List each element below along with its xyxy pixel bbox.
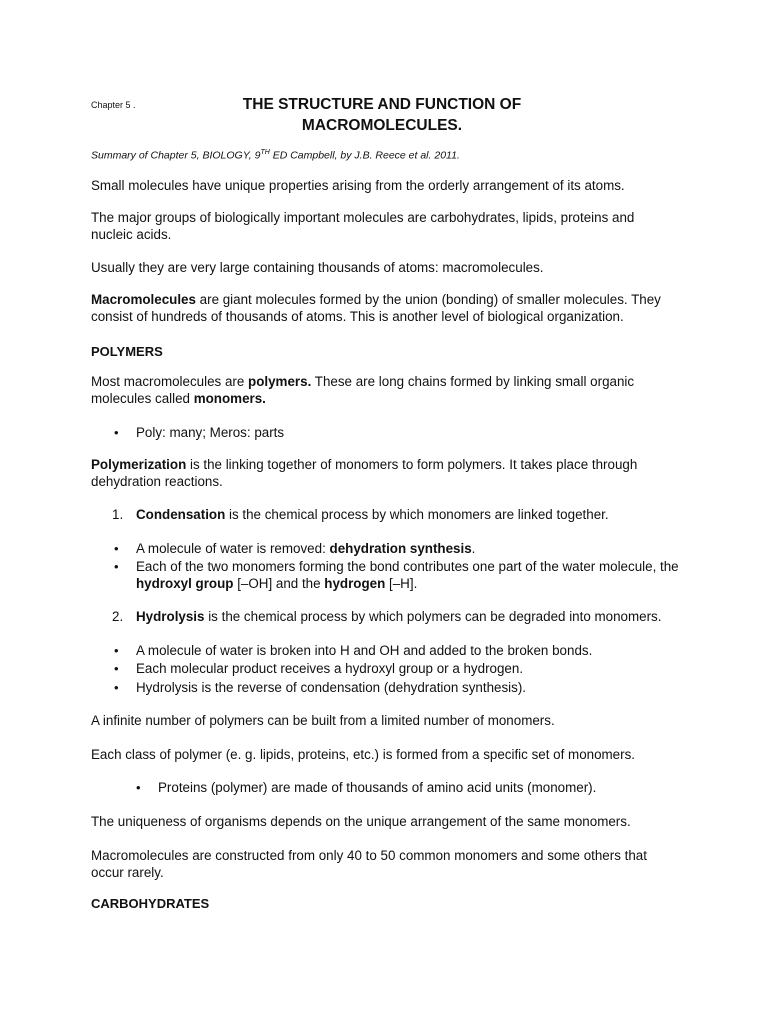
bullet-icon: •: [114, 559, 119, 574]
paragraph-constructed: Macromolecules are constructed from only 40 to 50 common monomers and some others that occur rarely.: [91, 848, 647, 880]
paragraph-most-macromolecules: Most macromolecules are polymers. These are long chains formed by linking small organic molecules called monomers.: [91, 374, 635, 406]
paragraph-macromolecules: Macromolecules are giant molecules formed by the union (bonding) of smaller molecules. They consist of hundreds of thousands of atoms. This is another level of biological organization.: [91, 292, 661, 324]
heading-polymers: POLYMERS: [91, 344, 163, 359]
paragraph-uniqueness: The uniqueness of organisms depends on the unique arrangement of the same monomers.: [91, 814, 631, 829]
bullet-icon: •: [136, 780, 141, 795]
document-page: Chapter 5 . THE STRUCTURE AND FUNCTION OF MACROMOLECULES. Summary of Chapter 5, BIOLOGY, 9TH ED Campbell, by J.B. Reece et al. 2011. Small molecules have unique properties arising from the orderly arrangement of its atoms. The major groups of biologically important molecules are carbohydrates, lipids, proteins and nucleic acids. Usually they are very large containing thousands of atoms: macromolecules. Macromolecules are giant molecules formed by the union (bonding) of smaller molecules. They consist of hundreds of thousands of atoms. This is another level of biological organization. POLYMERS Most macromolecules are polymers. These are long chains formed by linking small organic molecules called monomers. • Poly: many; Meros: parts Polymerization is the linking together of monomers to form polymers. It takes place through dehydration reactions. 1. Condensation is the chemical process by which monomers are linked together. • A molecule of water is removed: dehydration synthesis. • Each of the two monomers forming the bond contributes one part of the water molecule, the hydroxyl group [–OH] and the hydrogen [–H]. 2. Hydrolysis is the chemical process by which polymers can be degraded into monomers. • A molecule of water is broken into H and OH and added to the broken bonds. • Each molecular product receives a hydroxyl group or a hydrogen. • Hydrolysis is the reverse of condensation (dehydration synthesis). A infinite number of polymers can be built from a limited number of monomers. Each class of polymer (e. g. lipids, proteins, etc.) is formed from a specific set of monomers. • Proteins (polymer) are made of thousands of amino acid units (monomer). The uniqueness of organisms depends on the unique arrangement of the same monomers. Macromolecules are constructed from only 40 to 50 common monomers and some others that occur rarely. CARBOHYDRATES: [0, 0, 768, 1024]
page-title: [200, 94, 564, 136]
paragraph-usually: Usually they are very large containing thousands of atoms: macromolecules.: [91, 260, 544, 275]
paragraph-polymerization: Polymerization is the linking together of monomers to form polymers. It takes place through dehydration reactions.: [91, 457, 638, 489]
chapter-label: Chapter 5 .: [91, 100, 136, 110]
bullet-icon: •: [114, 643, 119, 658]
title-line-1: THE STRUCTURE AND FUNCTION OF: [242, 96, 522, 113]
bullet-icon: •: [114, 661, 119, 676]
title-line-2: MACROMOLECULES.: [301, 117, 463, 134]
paragraph-small-molecules: Small molecules have unique properties arising from the orderly arrangement of its atoms.: [91, 178, 625, 193]
bullet-icon: •: [114, 425, 119, 440]
bullet-icon: •: [114, 541, 119, 556]
paragraph-major-groups: The major groups of biologically important molecules are carbohydrates, lipids, proteins and nucleic acids.: [91, 210, 635, 242]
heading-carbohydrates: CARBOHYDRATES: [91, 896, 210, 911]
paragraph-infinite: A infinite number of polymers can be built from a limited number of monomers.: [91, 713, 555, 728]
paragraph-each-class: Each class of polymer (e. g. lipids, proteins, etc.) is formed from a specific set of monomers.: [91, 747, 636, 762]
bullet-icon: •: [114, 680, 119, 695]
summary-line: Summary of Chapter 5, BIOLOGY, 9TH ED Campbell, by J.B. Reece et al. 2011.: [91, 149, 460, 162]
